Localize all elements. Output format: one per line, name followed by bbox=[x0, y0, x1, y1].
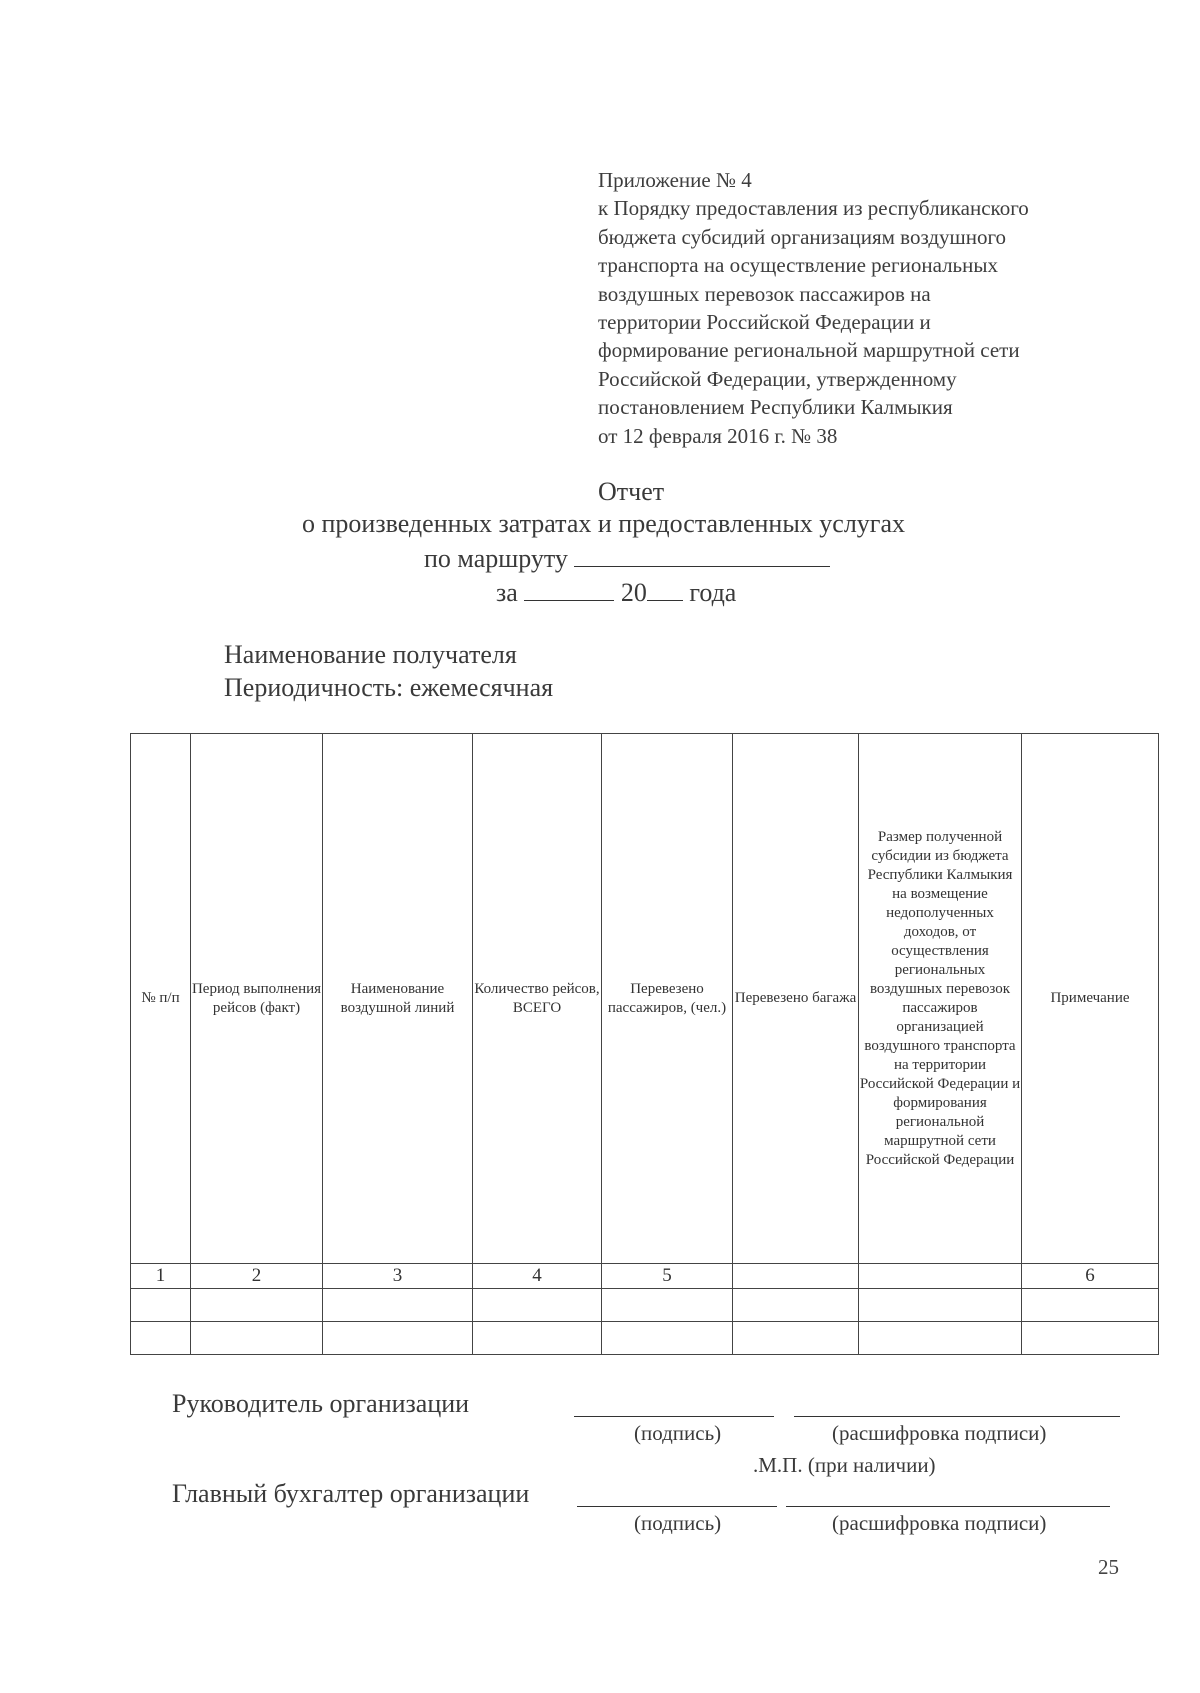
table-cell bbox=[602, 1322, 733, 1355]
appendix-line: территории Российской Федерации и bbox=[598, 310, 931, 335]
header-cell: Наименование воздушной линий bbox=[323, 734, 473, 1264]
appendix-line: транспорта на осуществление региональных bbox=[598, 253, 998, 278]
period-month-blank bbox=[524, 578, 614, 601]
column-number: 2 bbox=[191, 1264, 323, 1289]
route-label: по маршруту bbox=[424, 544, 568, 573]
header-cell: Примечание bbox=[1022, 734, 1159, 1264]
table-cell bbox=[131, 1289, 191, 1322]
table-cell bbox=[733, 1322, 859, 1355]
report-title: Отчет bbox=[598, 477, 665, 506]
page-number: 25 bbox=[1098, 1555, 1119, 1579]
table-cell bbox=[1022, 1322, 1159, 1355]
header-cell: Количество рейсов, ВСЕГО bbox=[473, 734, 602, 1264]
header-cell: Перевезено багажа bbox=[733, 734, 859, 1264]
column-number bbox=[733, 1264, 859, 1289]
accountant-signature-line bbox=[577, 1506, 777, 1507]
column-number: 1 bbox=[131, 1264, 191, 1289]
appendix-line: формирование региональной маршрутной сети bbox=[598, 338, 1020, 363]
table-header-row bbox=[131, 734, 1159, 1264]
table-cell bbox=[191, 1289, 323, 1322]
recipient-name-label: Наименование получателя bbox=[224, 640, 517, 669]
appendix-line: постановлением Республики Калмыкия bbox=[598, 395, 953, 420]
table-row bbox=[131, 1289, 1159, 1322]
column-number-row bbox=[131, 1264, 1159, 1289]
appendix-line: Приложение № 4 bbox=[598, 168, 752, 192]
column-number: 4 bbox=[473, 1264, 602, 1289]
column-number: 6 bbox=[1022, 1264, 1159, 1289]
table-cell bbox=[191, 1322, 323, 1355]
column-number: 5 bbox=[602, 1264, 733, 1289]
table-cell bbox=[473, 1289, 602, 1322]
period-line bbox=[496, 578, 736, 608]
period-year: 20 bbox=[620, 578, 647, 607]
appendix-reference bbox=[598, 166, 1118, 450]
appendix-line: к Порядку предоставления из республиканского bbox=[598, 196, 1029, 221]
route-line bbox=[424, 544, 830, 574]
head-signature-caption: (подпись) bbox=[634, 1421, 722, 1445]
table-cell bbox=[1022, 1289, 1159, 1322]
table-cell bbox=[602, 1289, 733, 1322]
table-cell bbox=[131, 1322, 191, 1355]
header-cell: Размер полученной субсидии из бюджета Республики Калмыкия на возмещение недополученных доходов, от осуществления региональных воздушных перевозок пассажиров организацией воздушного транспорта на территории Российской Федерации и формирования региональной маршрутной сети Российской Федерации bbox=[859, 734, 1022, 1264]
report-table bbox=[130, 733, 1159, 1355]
route-blank bbox=[574, 544, 830, 567]
header-cell: Перевезено пассажиров, (чел.) bbox=[602, 734, 733, 1264]
periodicity-label: Периодичность: ежемесячная bbox=[224, 673, 554, 702]
accountant-signature-label: Главный бухгалтер организации bbox=[172, 1479, 530, 1508]
appendix-line: бюджета субсидий организациям воздушного bbox=[598, 224, 1007, 249]
column-number: 3 bbox=[323, 1264, 473, 1289]
period-year-blank bbox=[647, 578, 683, 601]
head-signature-line bbox=[574, 1416, 774, 1417]
accountant-decode-line bbox=[786, 1506, 1110, 1507]
period-suffix: года bbox=[689, 578, 737, 607]
header-cell: № п/п bbox=[131, 734, 191, 1264]
period-prefix: за bbox=[496, 578, 518, 607]
head-signature-label: Руководитель организации bbox=[172, 1389, 470, 1418]
table-cell bbox=[323, 1289, 473, 1322]
column-number bbox=[859, 1264, 1022, 1289]
accountant-signature-caption: (подпись) bbox=[634, 1511, 722, 1535]
accountant-decode-caption: (расшифровка подписи) bbox=[832, 1511, 1047, 1535]
table-row bbox=[131, 1322, 1159, 1355]
stamp-label: .М.П. (при наличии) bbox=[753, 1453, 936, 1477]
appendix-line: воздушных перевозок пассажиров на bbox=[598, 281, 931, 306]
table-cell bbox=[473, 1322, 602, 1355]
appendix-line: Российской Федерации, утвержденному bbox=[598, 366, 957, 391]
report-subtitle: о произведенных затратах и предоставленных услугах bbox=[302, 509, 906, 538]
head-decode-caption: (расшифровка подписи) bbox=[832, 1421, 1047, 1445]
table-cell bbox=[323, 1322, 473, 1355]
header-cell: Период выполнения рейсов (факт) bbox=[191, 734, 323, 1264]
table-cell bbox=[859, 1322, 1022, 1355]
appendix-line: от 12 февраля 2016 г. № 38 bbox=[598, 423, 838, 448]
table-cell bbox=[859, 1289, 1022, 1322]
table-cell bbox=[733, 1289, 859, 1322]
head-decode-line bbox=[794, 1416, 1120, 1417]
